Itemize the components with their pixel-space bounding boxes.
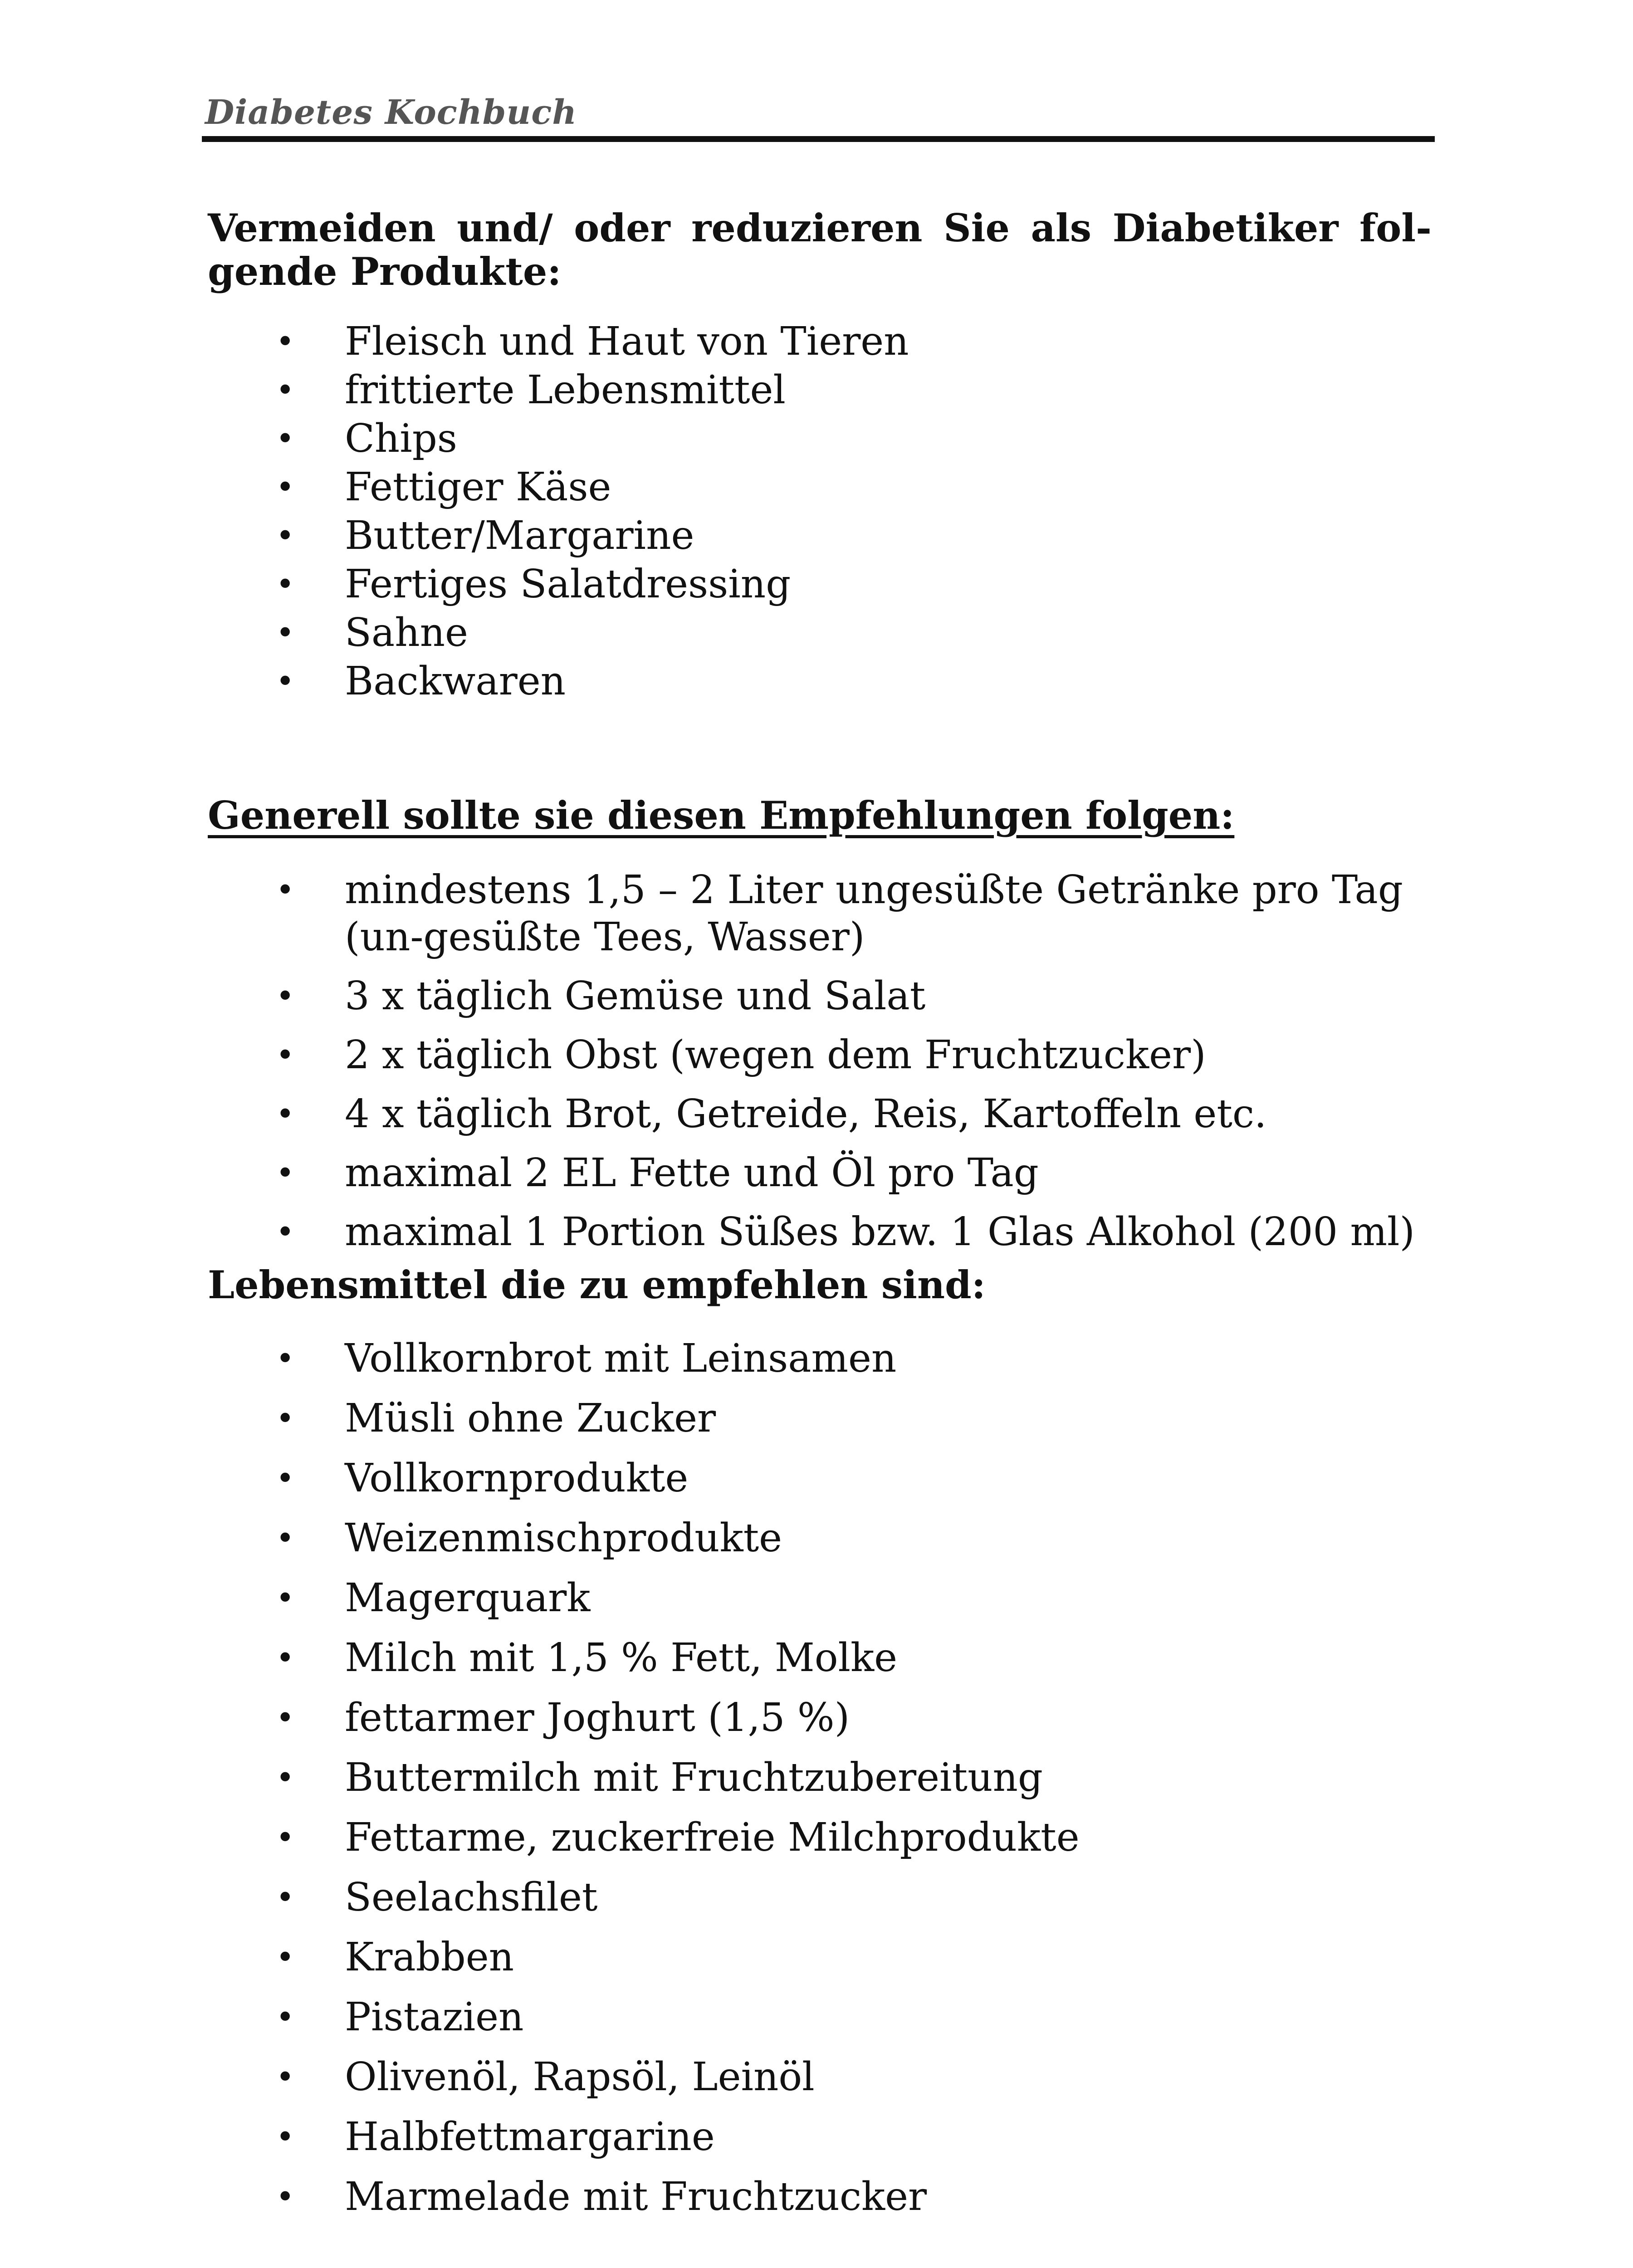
- list-item: [276, 1633, 1080, 1693]
- list-item: [276, 1208, 1433, 1256]
- bullet-icon: •: [276, 566, 295, 603]
- list-item-text: 2 x täglich Obst (wegen dem Fruchtzucker): [345, 1032, 1206, 1078]
- list-item: [276, 512, 909, 560]
- list-item-text: Krabben: [345, 1935, 514, 1980]
- list-item-text: Halbfettmargarine: [345, 2114, 715, 2160]
- bullet-icon: •: [276, 469, 295, 506]
- list-item: [276, 1992, 1080, 2052]
- list-item-text: Müsli ohne Zucker: [345, 1396, 716, 1441]
- bullet-icon: •: [276, 1213, 295, 1251]
- list-item: [276, 973, 1433, 1020]
- list-item: [276, 609, 909, 657]
- list-item: [276, 1090, 1433, 1138]
- list-item-text: Seelachsfilet: [345, 1875, 598, 1920]
- bullet-icon: •: [276, 371, 295, 409]
- list-item-text: Weizenmischprodukte: [345, 1515, 782, 1561]
- bullet-icon: •: [276, 978, 295, 1015]
- list-avoid-products: [276, 318, 909, 706]
- list-general-recommendations: [276, 866, 1433, 1267]
- list-item-text: Buttermilch mit Fruchtzubereitung: [345, 1755, 1043, 1800]
- list-item-text: Fleisch und Haut von Tieren: [345, 319, 909, 364]
- heading-recommended-foods: Lebensmittel die zu empfehlen sind:: [208, 1262, 986, 1307]
- bullet-icon: •: [276, 1036, 295, 1074]
- list-item-text: Chips: [345, 416, 457, 461]
- bullet-icon: •: [276, 1460, 295, 1497]
- list-recommended-foods: [276, 1334, 1080, 2232]
- list-item: [276, 1753, 1080, 1813]
- bullet-icon: •: [276, 663, 295, 700]
- list-item: [276, 1573, 1080, 1633]
- list-item: [276, 1031, 1433, 1079]
- list-item-text: Olivenöl, Rapsöl, Leinöl: [345, 2054, 815, 2100]
- list-item: [276, 1453, 1080, 1513]
- list-item: [276, 560, 909, 609]
- list-item: [276, 1393, 1080, 1453]
- list-item-text: 3 x täglich Gemüse und Salat: [345, 973, 926, 1019]
- list-item-text: Fertiges Salatdressing: [345, 562, 791, 607]
- list-item: [276, 2052, 1080, 2112]
- bullet-icon: •: [276, 871, 295, 909]
- bullet-icon: •: [276, 2178, 295, 2215]
- bullet-icon: •: [276, 1939, 295, 1976]
- bullet-icon: •: [276, 1819, 295, 1856]
- list-item-text: mindestens 1,5 – 2 Liter ungesüßte Getränke pro Tag (un-gesüßte Tees, Wasser): [345, 867, 1403, 960]
- bullet-icon: •: [276, 1340, 295, 1377]
- list-item: [276, 1932, 1080, 1992]
- list-item: [276, 463, 909, 512]
- list-item: [276, 2172, 1080, 2232]
- list-item: [276, 657, 909, 706]
- list-item-text: Backwaren: [345, 659, 566, 704]
- bullet-icon: •: [276, 323, 295, 360]
- heading-avoid-products: [208, 206, 1432, 293]
- list-item-text: Pistazien: [345, 1994, 524, 2040]
- bullet-icon: •: [276, 1520, 295, 1557]
- list-item-text: Vollkornbrot mit Leinsamen: [345, 1336, 897, 1381]
- bullet-icon: •: [276, 1699, 295, 1736]
- heading-avoid-line1: Vermeiden und/ oder reduzieren Sie als Diabetiker fol-: [208, 205, 1432, 250]
- running-header: Diabetes Kochbuch: [205, 93, 577, 132]
- list-item-text: Marmelade mit Fruchtzucker: [345, 2174, 927, 2219]
- list-item: [276, 1693, 1080, 1753]
- bullet-icon: •: [276, 517, 295, 554]
- list-item: [276, 1513, 1080, 1573]
- list-item: [276, 2112, 1080, 2172]
- list-item-text: Fettarme, zuckerfreie Milchprodukte: [345, 1815, 1080, 1860]
- bullet-icon: •: [276, 1879, 295, 1916]
- bullet-icon: •: [276, 1154, 295, 1192]
- bullet-icon: •: [276, 1400, 295, 1437]
- bullet-icon: •: [276, 1639, 295, 1677]
- header-rule: [202, 136, 1435, 142]
- list-item-text: fettarmer Joghurt (1,5 %): [345, 1695, 850, 1740]
- list-item-text: Sahne: [345, 610, 468, 655]
- list-item: [276, 366, 909, 415]
- bullet-icon: •: [276, 420, 295, 457]
- list-item-text: 4 x täglich Brot, Getreide, Reis, Kartoffeln etc.: [345, 1091, 1267, 1137]
- list-item: [276, 1149, 1433, 1197]
- list-item: [276, 866, 1433, 961]
- list-item-text: Butter/Margarine: [345, 513, 694, 558]
- list-item-text: maximal 1 Portion Süßes bzw. 1 Glas Alkohol (200 ml): [345, 1209, 1415, 1255]
- list-item: [276, 1334, 1080, 1393]
- bullet-icon: •: [276, 2058, 295, 2096]
- bullet-icon: •: [276, 614, 295, 651]
- bullet-icon: •: [276, 1579, 295, 1617]
- list-item: [276, 1872, 1080, 1932]
- list-item: [276, 318, 909, 366]
- list-item-text: Magerquark: [345, 1575, 591, 1621]
- bullet-icon: •: [276, 1759, 295, 1796]
- list-item: [276, 1813, 1080, 1872]
- list-item-text: frittierte Lebensmittel: [345, 367, 786, 413]
- heading-general-recommendations: Generell sollte sie diesen Empfehlungen folgen:: [208, 793, 1235, 838]
- heading-avoid-line2: gende Produkte:: [208, 249, 562, 294]
- bullet-icon: •: [276, 1999, 295, 2036]
- list-item-text: Milch mit 1,5 % Fett, Molke: [345, 1635, 898, 1681]
- bullet-icon: •: [276, 1095, 295, 1133]
- list-item-text: Fettiger Käse: [345, 464, 611, 510]
- list-item-text: maximal 2 EL Fette und Öl pro Tag: [345, 1150, 1039, 1196]
- bullet-icon: •: [276, 2118, 295, 2156]
- list-item-text: Vollkornprodukte: [345, 1456, 689, 1501]
- list-item: [276, 415, 909, 463]
